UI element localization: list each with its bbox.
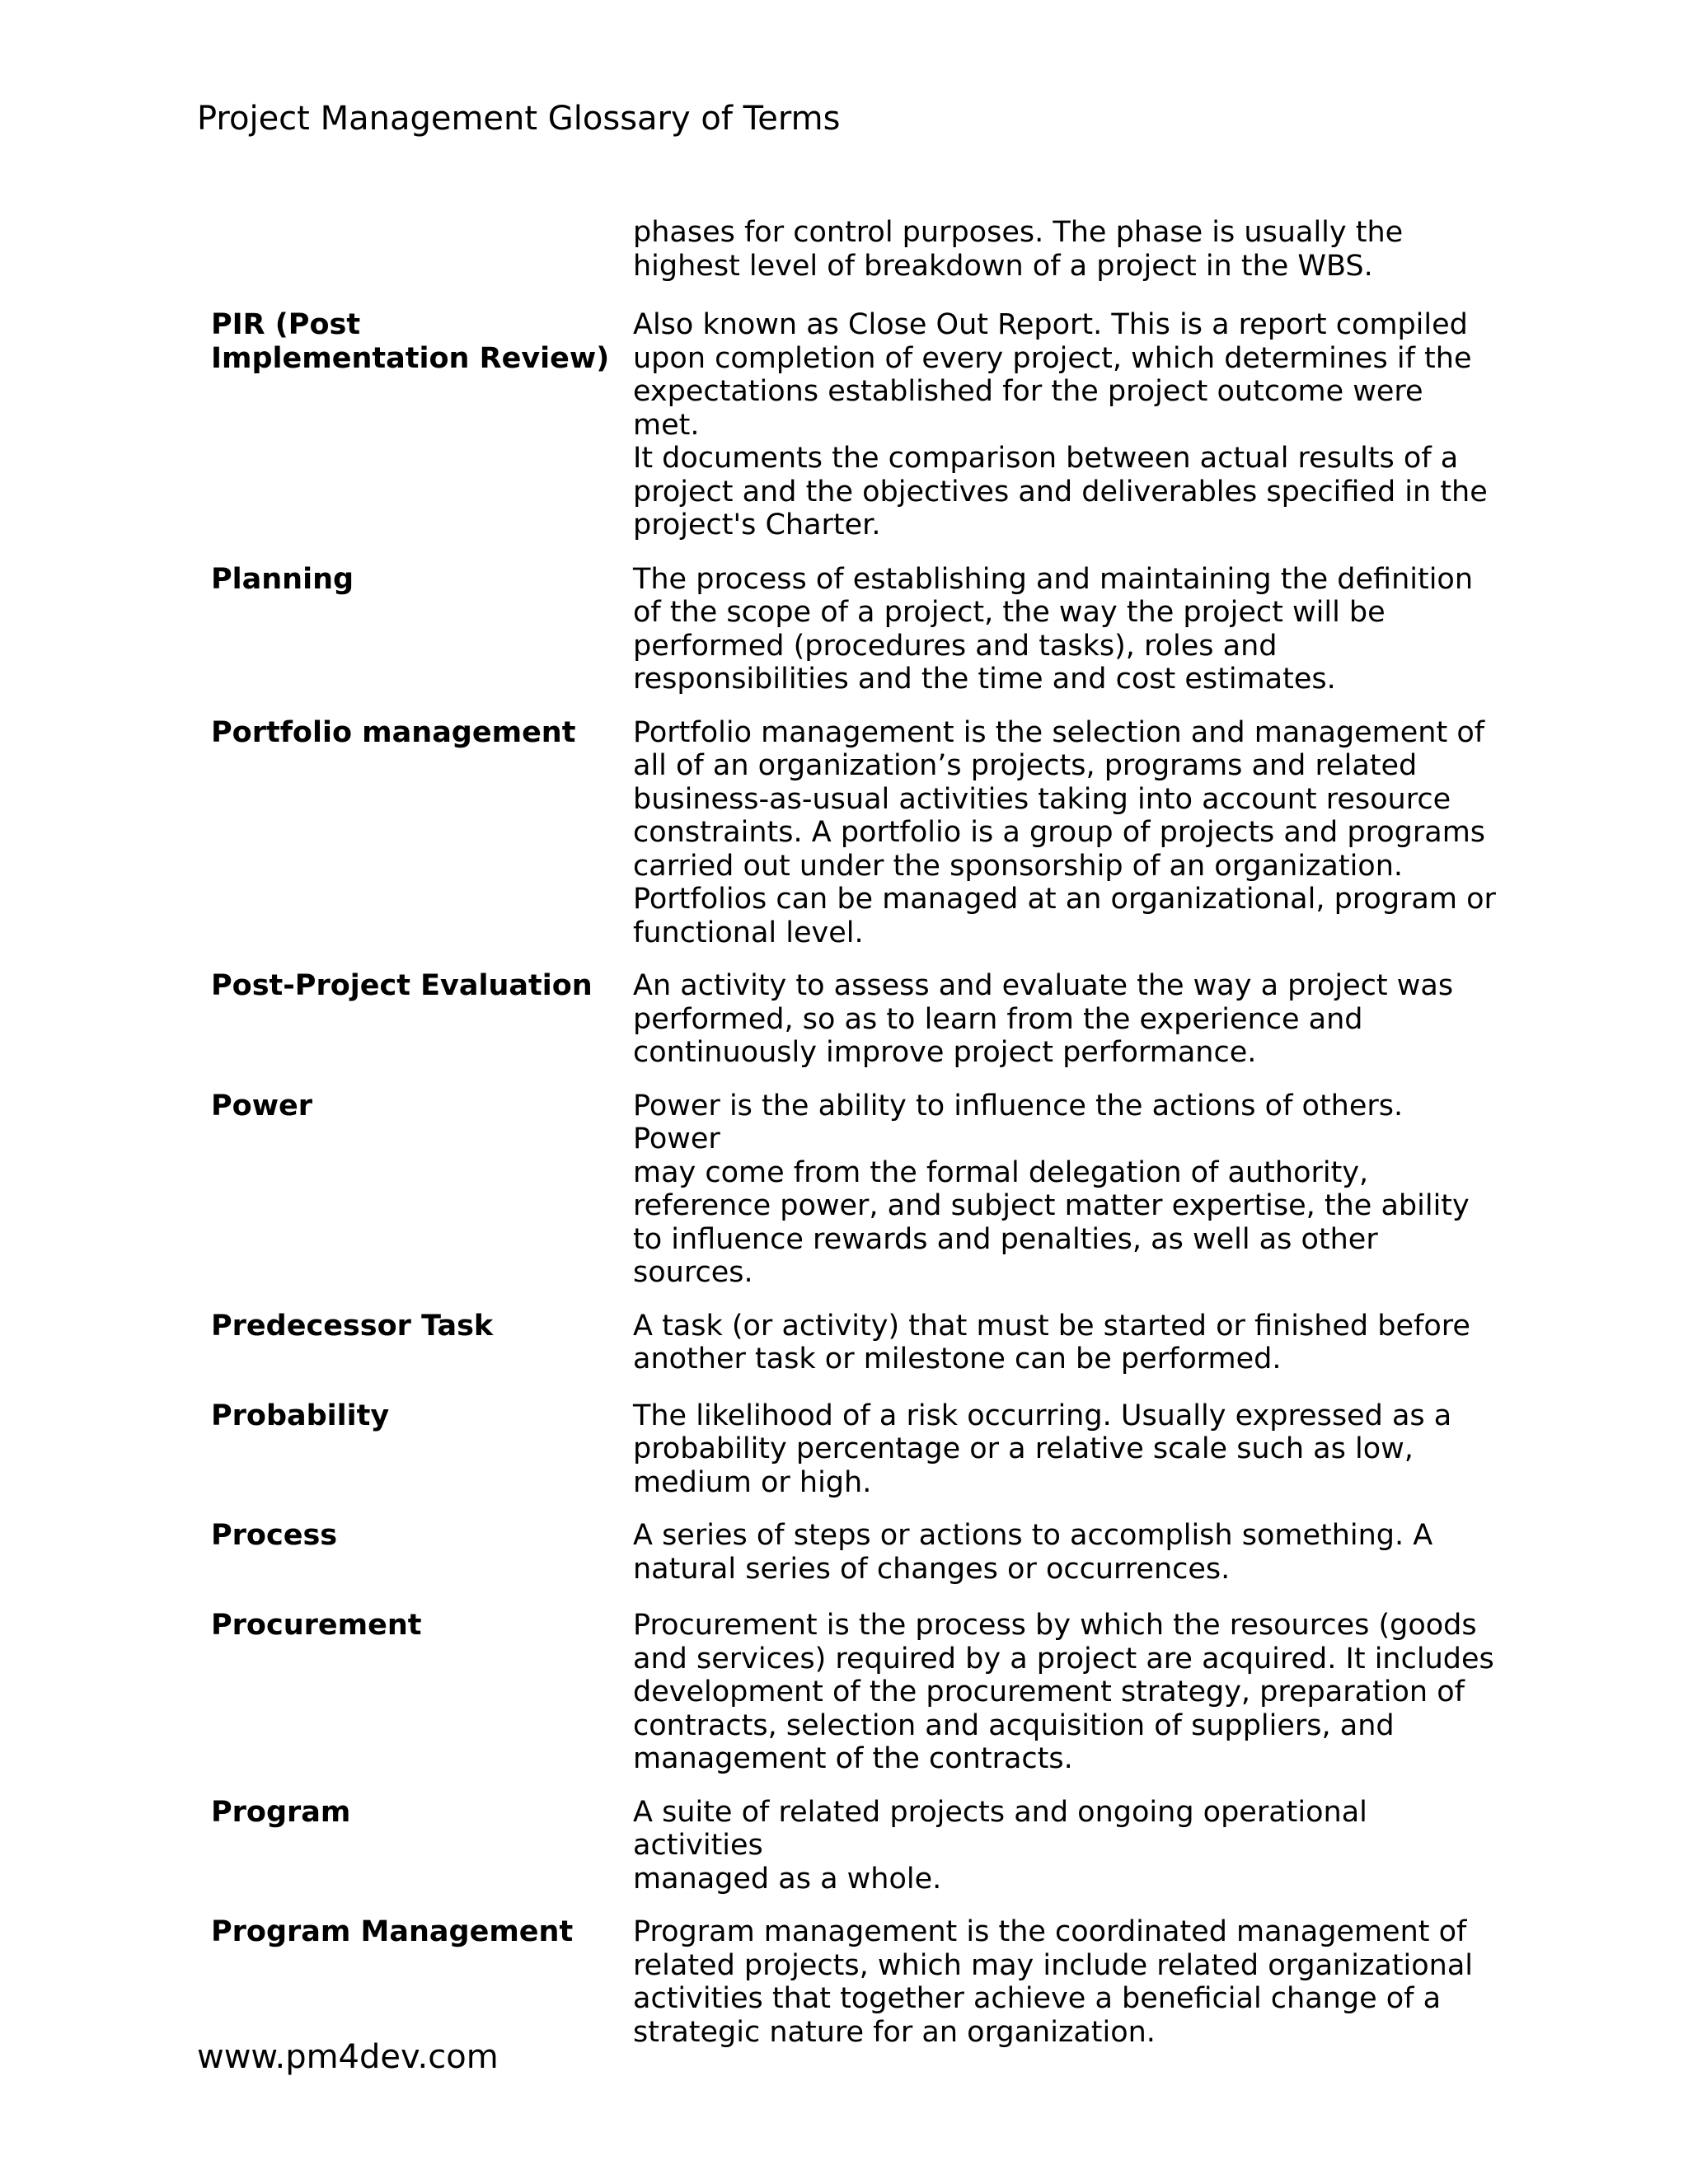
glossary-definition: A series of steps or actions to accomplish something. A natural series of changes or occurrences. bbox=[633, 1519, 1433, 1586]
glossary-definition: Procurement is the process by which the resources (goods and services) required by a project are acquired. It includes development of the procurement strategy, preparation of contracts, selection and acquisition of suppliers, and management of the contracts. bbox=[633, 1609, 1494, 1775]
glossary-definition: phases for control purposes. The phase is usually the highest level of breakdown of a project in the WBS. bbox=[633, 216, 1404, 283]
glossary-term: Planning bbox=[211, 562, 354, 596]
glossary-definition: The likelihood of a risk occurring. Usually expressed as a probability percentage or a relative scale such as low, medium or high. bbox=[633, 1399, 1452, 1499]
glossary-definition: Also known as Close Out Report. This is a report compiled upon completion of every project, which determines if the expectations established for the project outcome were met. It documents the comparison between actual results of a project and the objectives and deliverables specified in the project's Charter. bbox=[633, 308, 1488, 541]
glossary-term: Probability bbox=[211, 1399, 390, 1432]
glossary-entry-program bbox=[211, 1796, 1497, 1896]
glossary-entry-procurement bbox=[211, 1609, 1497, 1776]
glossary-definition: A task (or activity) that must be started or finished before another task or milestone can be performed. bbox=[633, 1309, 1470, 1376]
glossary-entry-power bbox=[211, 1090, 1497, 1290]
glossary-definition: A suite of related projects and ongoing operational activities managed as a whole. bbox=[633, 1795, 1367, 1896]
glossary-term: Program bbox=[211, 1795, 351, 1829]
page-title: Project Management Glossary of Terms bbox=[197, 100, 841, 138]
glossary-term: Procurement bbox=[211, 1609, 422, 1642]
glossary-definition: Power is the ability to influence the actions of others. Power may come from the formal delegation of authority, reference power, and subject matter expertise, the ability to influence rewards and penalties, as well as other sources. bbox=[633, 1089, 1470, 1289]
glossary-table bbox=[211, 216, 1497, 2049]
glossary-entry-pir bbox=[211, 308, 1497, 542]
glossary-term: Predecessor Task bbox=[211, 1309, 494, 1343]
glossary-definition: The process of establishing and maintaining the definition of the scope of a project, the way the project will be performed (procedures and tasks), roles and responsibilities and the time and cost estimates. bbox=[633, 562, 1474, 696]
glossary-definition: Program management is the coordinated management of related projects, which may include related organizational activities that together achieve a beneficial change of a strategic nature for an organization. bbox=[633, 1915, 1473, 2049]
glossary-term: Portfolio management bbox=[211, 715, 576, 749]
glossary-entry-post-project-evaluation bbox=[211, 969, 1497, 1070]
glossary-entry-predecessor-task bbox=[211, 1310, 1497, 1376]
glossary-entry-process bbox=[211, 1519, 1497, 1586]
glossary-term: Program Management bbox=[211, 1915, 574, 1948]
glossary-term: PIR (Post Implementation Review) bbox=[211, 308, 610, 375]
glossary-definition: An activity to assess and evaluate the way a project was performed, so as to learn from the experience and continuously improve project performance. bbox=[633, 969, 1454, 1069]
footer-website: www.pm4dev.com bbox=[197, 2038, 499, 2076]
glossary-entry-probability bbox=[211, 1399, 1497, 1500]
glossary-entry-program-management bbox=[211, 1915, 1497, 2049]
glossary-definition: Portfolio management is the selection and management of all of an organization’s projects, programs and related business-as-usual activities taking into account resource constraints. A portfolio is a group of projects and programs carried out under the sponsorship of an organization. Portfolios can be managed at an organizational, program or functional level. bbox=[633, 715, 1496, 949]
glossary-term: Post-Project Evaluation bbox=[211, 969, 593, 1002]
glossary-term: Process bbox=[211, 1519, 338, 1552]
glossary-entry-phase-continued bbox=[211, 216, 1497, 283]
glossary-entry-planning bbox=[211, 563, 1497, 696]
glossary-term: Power bbox=[211, 1089, 313, 1122]
glossary-entry-portfolio-management bbox=[211, 716, 1497, 950]
